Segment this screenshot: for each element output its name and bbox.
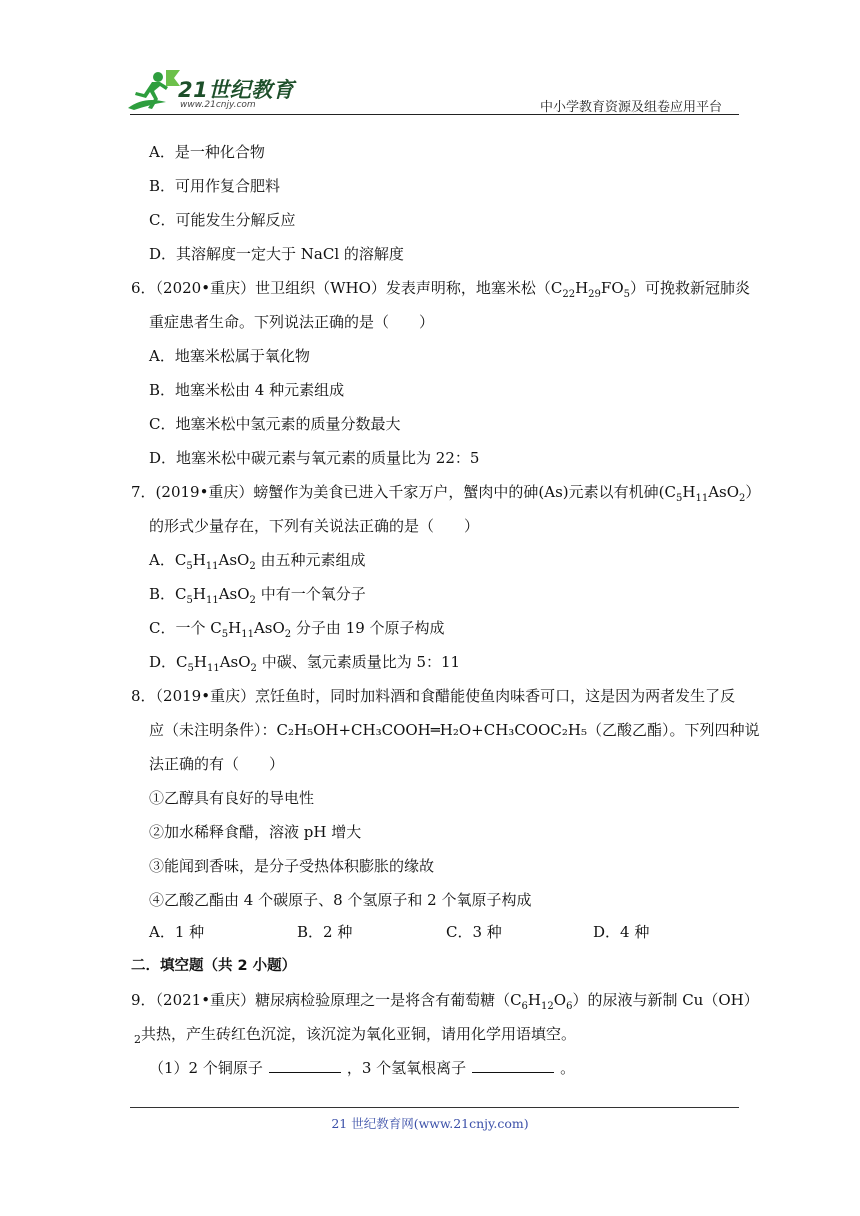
q7-stem-line2: 的形式少量存在，下列有关说法正确的是（ ） bbox=[149, 517, 480, 535]
footer-divider bbox=[130, 1107, 739, 1108]
q8-option-b: B．2 种 bbox=[297, 923, 353, 941]
q7-option-c: C．一个 $C_5H_{11}AsO_2$ 分子由 19 个原子构成 bbox=[149, 619, 445, 640]
q5-option-b: B．可用作复合肥料 bbox=[149, 177, 281, 195]
q7-option-d: D．$C_5H_{11}AsO_2$ 中碳、氢元素质量比为 5：11 bbox=[149, 653, 461, 674]
runner-logo-icon bbox=[122, 68, 184, 114]
logo bbox=[122, 68, 295, 114]
q8-stem-line2: 应（未注明条件）：C₂H₅OH+CH₃COOH═H₂O+CH₃COOC₂H₅（乙酸乙酯）。下列四种说 bbox=[149, 721, 760, 739]
q7-option-a: A．$C_5H_{11}AsO_2$ 由五种元素组成 bbox=[149, 551, 366, 572]
q7-stem-line1: 7．(2019•重庆）螃蟹作为美食已进入千家万户，蟹肉中的砷(As)元素以有机砷$(C_5H_{11}AsO_2)$ bbox=[131, 483, 761, 504]
answer-blank-hydroxide-ions[interactable] bbox=[472, 1058, 554, 1073]
q9-part-1: （1）2 个铜原子 ，3 个氢氧根离子 。 bbox=[149, 1059, 576, 1077]
q8-statement-4: ④乙酸乙酯由 4 个碳原子、8 个氢原子和 2 个氧原子构成 bbox=[149, 891, 532, 909]
q7-option-b: B．$C_5H_{11}AsO_2$ 中有一个氧分子 bbox=[149, 585, 366, 606]
q9-stem-line1: 9．（2021•重庆）糖尿病检验原理之一是将含有葡萄糖$(C_6H_{12}O_6)$的尿液与新制 Cu（OH） bbox=[131, 991, 759, 1012]
logo-text: 21世纪教育 bbox=[178, 78, 295, 102]
answer-blank-copper-atoms[interactable] bbox=[269, 1058, 341, 1073]
q8-statement-1: ①乙醇具有良好的导电性 bbox=[149, 789, 315, 807]
q8-stem-line3: 法正确的有（ ） bbox=[149, 755, 285, 773]
header-divider bbox=[130, 114, 739, 115]
footer-text: 21 世纪教育网(www.21cnjy.com) bbox=[331, 1116, 529, 1131]
q8-statement-3: ③能闻到香味，是分子受热体积膨胀的缘故 bbox=[149, 857, 435, 875]
q5-option-c: C．可能发生分解反应 bbox=[149, 211, 296, 229]
q8-stem-line1: 8．（2019•重庆）烹饪鱼时，同时加料酒和食醋能使鱼肉味香可口，这是因为两者发生了反 bbox=[131, 687, 736, 705]
q6-option-b: B．地塞米松由 4 种元素组成 bbox=[149, 381, 345, 399]
q6-option-a: A．地塞米松属于氧化物 bbox=[149, 347, 310, 365]
q6-stem-line1: 6．（2020•重庆）世卫组织（WHO）发表声明称，地塞米松$(C_{22}H_{29}FO_5)$可挽救新冠肺炎 bbox=[131, 279, 751, 300]
q6-option-c: C．地塞米松中氢元素的质量分数最大 bbox=[149, 415, 401, 433]
header bbox=[0, 0, 860, 120]
platform-name: 中小学教育资源及组卷应用平台 bbox=[540, 100, 723, 115]
logo-url: www.21cnjy.com bbox=[180, 100, 256, 110]
section-title-fill-blank: 二．填空题（共 2 小题） bbox=[131, 958, 297, 974]
q8-statement-2: ②加水稀释食醋，溶液 pH 增大 bbox=[149, 823, 362, 841]
q8-option-a: A．1 种 bbox=[149, 923, 205, 941]
q9-stem-line2: $_2$共热，产生砖红色沉淀，该沉淀为氧化亚铜，请用化学用语填空。 bbox=[134, 1025, 577, 1046]
q8-option-c: C．3 种 bbox=[446, 923, 502, 941]
q6-option-d: D．地塞米松中碳元素与氧元素的质量比为 22：5 bbox=[149, 449, 480, 467]
q5-option-a: A．是一种化合物 bbox=[149, 143, 265, 161]
q8-option-d: D．4 种 bbox=[593, 923, 650, 941]
q6-stem-line2: 重症患者生命。下列说法正确的是（ ） bbox=[149, 313, 435, 331]
q5-option-d: D．其溶解度一定大于 NaCl 的溶解度 bbox=[149, 245, 404, 263]
